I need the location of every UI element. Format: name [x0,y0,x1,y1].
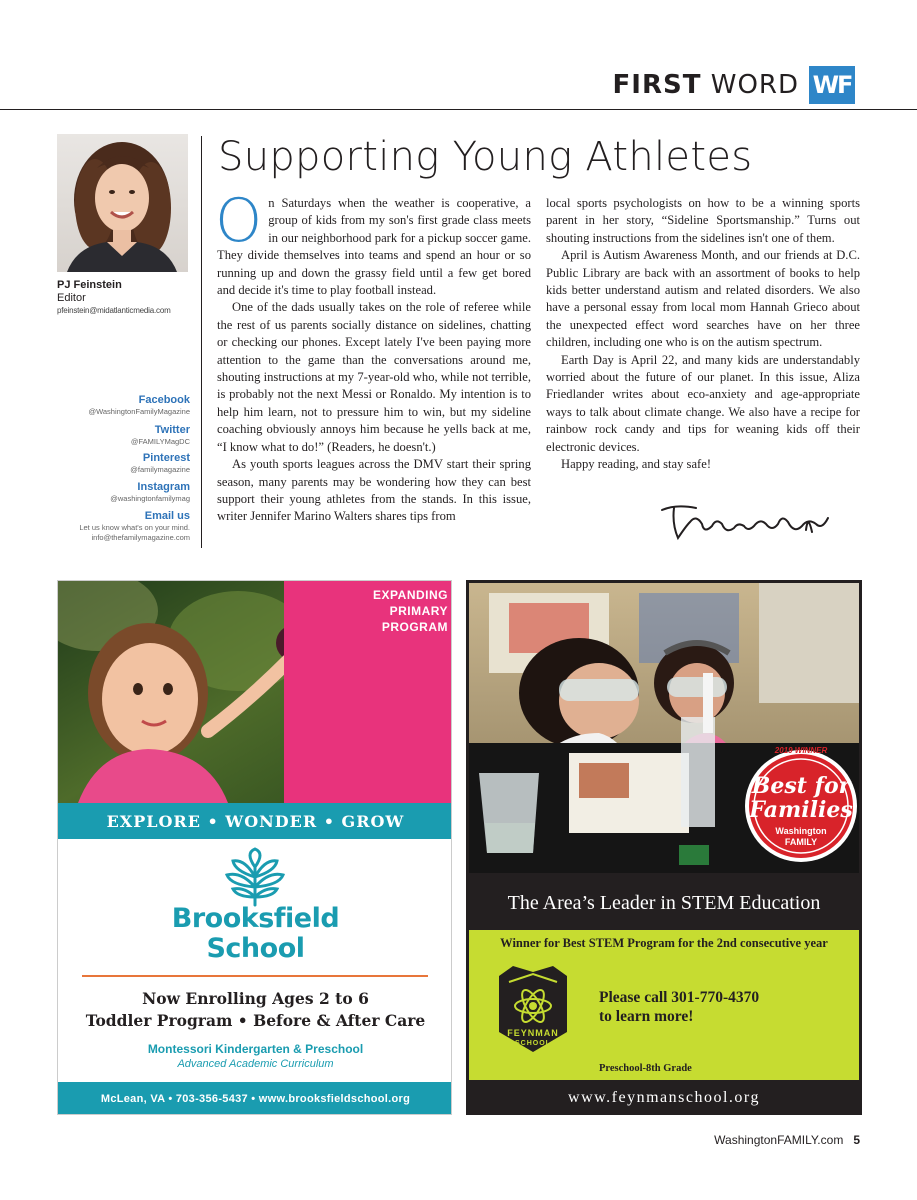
article-headline: Supporting Young Athletes [218,134,753,180]
social-handle: @washingtonfamilymag [110,494,190,503]
editor-signature [656,500,846,551]
article-paragraph: Earth Day is April 22, and many kids are understandably worried about the future of our planet. In this issue, Aliza Friedlander writes about eco-anxiety and age-appropriate ways to talk about climate change. We also have a recipe for rainbow rock candy and tips for weaning kids off their electronic devices. [546,352,860,454]
stem-title: The Area’s Leader in STEM Education [469,883,859,923]
feynman-ad[interactable] [466,580,862,1115]
footer-site[interactable]: WashingtonFAMILY.com [714,1133,844,1147]
badge-families: Families [749,797,853,823]
social-label: Email us [144,510,190,522]
social-label: Instagram [137,481,190,493]
badge-family: FAMILY [784,837,818,847]
badge-year: 2019 WINNER [774,746,828,755]
feynman-logo-name: FEYNMAN [507,1028,559,1038]
sidebar-divider [201,136,202,548]
section-title-rest: WORD [710,70,799,100]
enroll-line-1: Now Enrolling Ages 2 to 6 [142,989,369,1008]
social-facebook[interactable] [88,394,190,417]
article-column-2 [546,195,860,474]
page-footer [714,1133,860,1147]
montessori-text: Montessori Kindergarten & Preschool [147,1042,364,1056]
expanding-program-text: EXPANDING PRIMARY PROGRAM [373,588,448,634]
editor-email[interactable]: pfeinstein@midatlanticmedia.com [57,306,171,315]
section-title-bold: FIRST [612,70,702,100]
article-paragraph: As youth sports leagues across the DMV start their spring season, many parents may be wondering how they can best support their young athletes from the stands. In this issue, writer Jennifer Marino Walters shares tips from [217,457,531,524]
social-handle-email: info@thefamilymagazine.com [91,533,190,542]
article-paragraph: One of the dads usually takes on the role of referee while the rest of us parents socially distance on sidelines, chatting or checking our phones. Except lately I've been paying more attention to the game than the conversations around me, shouting instructions at my 7-year-old who, while not terrible, is probably not the next Messi or Ronaldo. My intention is to help him learn, not to pressure him to win, but my sideline coaching obviously annoys him because he yells back at me, “I know what to do!” (Readers, he doesn't.) [217,300,531,454]
badge-washington: Washington [775,826,827,836]
enroll-line-2: Toddler Program • Before & After Care [85,1011,426,1030]
page-number: 5 [853,1133,860,1147]
wf-logo: WF [809,66,855,104]
social-handle: @WashingtonFamilyMagazine [88,407,190,416]
brooksfield-divider [82,975,428,977]
social-handle: @familymagazine [130,465,190,474]
social-twitter[interactable] [131,424,190,447]
best-for-families-badge [742,740,860,873]
social-label: Pinterest [142,452,190,464]
header-rule [0,109,917,110]
article-paragraph: Happy reading, and stay safe! [561,457,712,472]
section-title [613,70,799,100]
grade-range: Preschool-8th Grade [599,1063,692,1074]
social-handle: @FAMILYMagDC [130,437,190,446]
advanced-text: Advanced Academic Curriculum [177,1058,334,1070]
article-column-1 [215,186,531,526]
editor-name: PJ Feinstein [57,279,122,291]
social-label: Facebook [138,394,190,406]
badge-best-for: Best for [751,773,851,799]
editor-role: Editor [57,292,86,304]
feynman-logo-icon [495,962,571,1077]
call-text[interactable]: Please call 301-770-4370 to learn more! [599,989,760,1025]
article-paragraph: April is Autism Awareness Month, and our friends at D.C. Public Library are back with an assortment of books to help kids better understand autism and related disorders. We also have a personal essay from local mom Hannah Grieco about the unexpected effect word searches have on her three children, including one who is on the autism spectrum. [546,248,860,350]
section-header [613,66,855,104]
winner-text: Winner for Best STEM Program for the 2nd consecutive year [500,936,828,950]
social-email[interactable] [79,510,190,543]
social-handle: Let us know what's on your mind. [79,523,190,532]
brooksfield-tagline: EXPLORE • WONDER • GROW [58,803,452,839]
brooksfield-contact[interactable]: McLean, VA • 703-356-5437 • www.brooksfieldschool.org [58,1082,452,1115]
social-label: Twitter [154,424,190,436]
drop-cap: O [215,186,263,256]
feynman-url[interactable]: www.feynmanschool.org [469,1084,859,1112]
social-instagram[interactable] [110,481,190,504]
social-pinterest[interactable] [130,452,190,475]
feynman-info-panel [469,930,859,1080]
brooksfield-ad[interactable] [57,580,452,1115]
feynman-logo-school: SCHOOL [515,1040,551,1047]
editor-portrait [57,134,188,272]
article-paragraph: On Saturdays when the weather is cooperative, a group of kids from my son's first grade class meets in our neighborhood park for a pickup soccer game. They divide themselves into teams and spend an hour or so running up and down the grassy field until a few get bored and decide it's time to play football instead. [215,186,531,298]
brooksfield-name: Brooksfield School [171,903,340,964]
article-paragraph: local sports psychologists on how to be a winning sports parent in her story, “Sideline Sportsmanship.” Turns out shouting instructions from the sidelines isn't one of them. [546,196,860,245]
